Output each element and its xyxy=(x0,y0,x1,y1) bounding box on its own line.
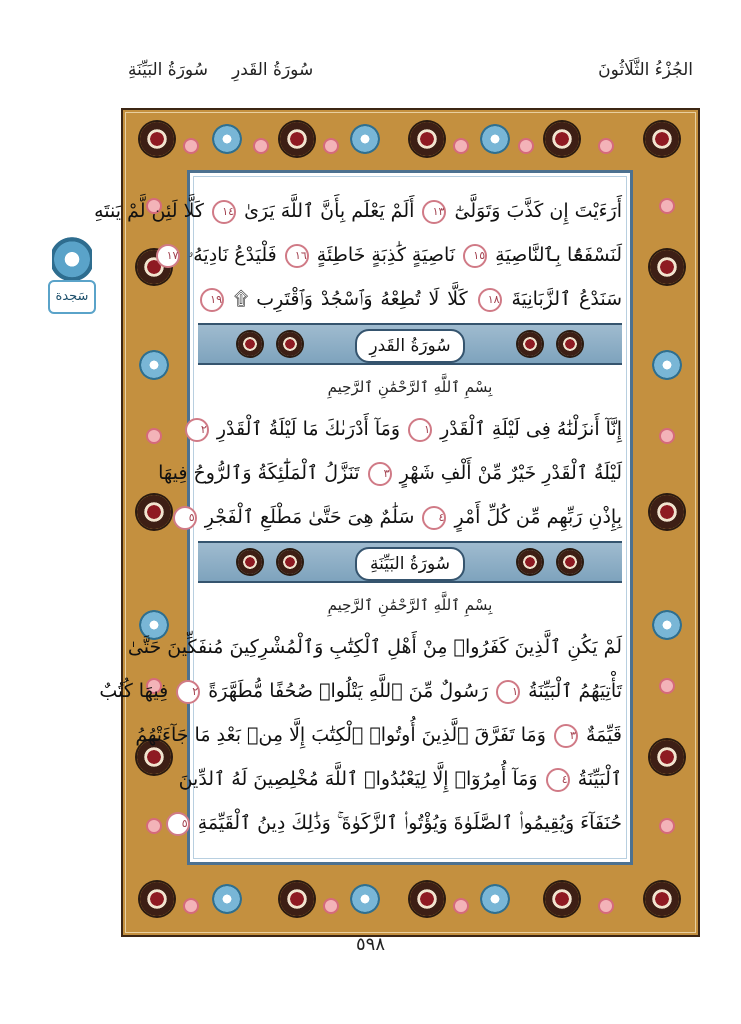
banner-rosette-icon xyxy=(278,550,302,574)
banner-rosette-icon xyxy=(238,332,262,356)
ayah-marker: ١٤ xyxy=(212,200,236,224)
blossom-icon xyxy=(455,140,467,152)
border-medallion-icon xyxy=(652,350,682,380)
verse-line: لَنَسْفَعًۢا بِٱلنَّاصِيَةِ ١٥ نَاصِيَةٍ كَٰذِبَةٍ خَاطِئَةٍ ١٦ فَلْيَدْعُ نَادِيَهُۥ ١٧ xyxy=(198,238,622,274)
border-rosette-icon xyxy=(650,740,684,774)
border-medallion-icon xyxy=(212,884,242,914)
verse-line: بِإِذْنِ رَبِّهِم مِّن كُلِّ أَمْرٍ ٤ سَلَٰمٌ هِىَ حَتَّىٰ مَطْلَعِ ٱلْفَجْرِ ٥ xyxy=(198,500,622,536)
ayah-marker: ٥ xyxy=(173,506,197,530)
blossom-icon xyxy=(661,430,673,442)
border-rosette-icon xyxy=(645,882,679,916)
border-medallion-icon xyxy=(480,884,510,914)
border-medallion-icon xyxy=(350,884,380,914)
verse-line: لَيْلَةُ ٱلْقَدْرِ خَيْرٌ مِّنْ أَلْفِ شَهْرٍ ٣ تَنَزَّلُ ٱلْمَلَٰٓئِكَةُ وَٱلرُّوحُ فِيهَا xyxy=(158,462,622,484)
border-rosette-icon xyxy=(280,882,314,916)
ayah-marker: ١٦ xyxy=(285,244,309,268)
border-rosette-icon xyxy=(410,122,444,156)
border-rosette-icon xyxy=(650,495,684,529)
ayah-marker: ١٥ xyxy=(463,244,487,268)
surah-header-qadr: سُورَةُ القَدرِ xyxy=(232,60,314,80)
ayah-marker: ١ xyxy=(496,680,520,704)
blossom-icon xyxy=(455,900,467,912)
verse-line: لَمْ يَكُنِ ٱلَّذِينَ كَفَرُوا۟ مِنْ أَهْلِ ٱلْكِتَٰبِ وَٱلْمُشْرِكِينَ مُنفَكِّينَ حَتَّىٰ xyxy=(127,636,622,658)
ayah-marker: ٤ xyxy=(546,768,570,792)
border-rosette-icon xyxy=(545,122,579,156)
juz-header: الجُزْءُ الثَّلَاثُونَ xyxy=(598,60,693,80)
basmala: بِسْمِ ٱللَّهِ ٱلرَّحْمَٰنِ ٱلرَّحِيمِ xyxy=(327,596,493,614)
ayah-marker: ٣ xyxy=(368,462,392,486)
blossom-icon xyxy=(661,820,673,832)
border-rosette-icon xyxy=(137,495,171,529)
ayah-marker: ٤ xyxy=(422,506,446,530)
banner-rosette-icon xyxy=(518,332,542,356)
border-medallion-icon xyxy=(139,350,169,380)
ayah-marker: ١٨ xyxy=(478,288,502,312)
border-rosette-icon xyxy=(280,122,314,156)
ayah-marker: ٢ xyxy=(176,680,200,704)
blossom-icon xyxy=(520,140,532,152)
verse-line: قَيِّمَةٌ ٣ وَمَا تَفَرَّقَ ٱلَّذِينَ أُوتُوا۟ ٱلْكِتَٰبَ إِلَّا مِنۢ بَعْدِ مَا جَآءَتْهُمُ xyxy=(135,724,622,746)
blossom-icon xyxy=(148,820,160,832)
basmala: بِسْمِ ٱللَّهِ ٱلرَّحْمَٰنِ ٱلرَّحِيمِ xyxy=(327,378,493,396)
banner-rosette-icon xyxy=(238,550,262,574)
blossom-icon xyxy=(325,900,337,912)
surah-header-bayyinah: سُورَةُ البَيِّنَةِ xyxy=(128,60,208,80)
blossom-icon xyxy=(255,140,267,152)
blossom-icon xyxy=(600,140,612,152)
border-medallion-icon xyxy=(350,124,380,154)
banner-rosette-icon xyxy=(518,550,542,574)
border-medallion-icon xyxy=(480,124,510,154)
surah-title-qadr: سُورَةُ القَدرِ xyxy=(355,329,465,363)
border-rosette-icon xyxy=(650,250,684,284)
border-rosette-icon xyxy=(140,122,174,156)
blossom-icon xyxy=(600,900,612,912)
border-rosette-icon xyxy=(140,882,174,916)
verse-line: ٱلْبَيِّنَةُ ٤ وَمَآ أُمِرُوٓا۟ إِلَّا لِيَعْبُدُوا۟ ٱللَّهَ مُخْلِصِينَ لَهُ ٱلدِّينَ xyxy=(178,768,622,790)
blossom-icon xyxy=(661,680,673,692)
banner-rosette-icon xyxy=(278,332,302,356)
border-rosette-icon xyxy=(645,122,679,156)
verse-line: أَرَءَيْتَ إِن كَذَّبَ وَتَوَلَّىٰٓ ١٣ أَلَمْ يَعْلَم بِأَنَّ ٱللَّهَ يَرَىٰ ١٤ كَلَّا لَئِن لَّمْ يَنتَهِ xyxy=(94,200,622,222)
banner-rosette-icon xyxy=(558,550,582,574)
ayah-marker: ٢ xyxy=(185,418,209,442)
sajda-ornament-icon xyxy=(52,234,92,280)
blossom-icon xyxy=(185,900,197,912)
verse-line: حُنَفَآءَ وَيُقِيمُوا۟ ٱلصَّلَوٰةَ وَيُؤْتُوا۟ ٱلزَّكَوٰةَ ۚ وَذَٰلِكَ دِينُ ٱلْقَيِّمَةِ ٥ xyxy=(198,806,622,842)
verse-line: سَنَدْعُ ٱلزَّبَانِيَةَ ١٨ كَلَّا لَا تُطِعْهُ وَٱسْجُدْ وَٱقْتَرِب ۩ ١٩ xyxy=(198,282,622,318)
surah-banner-bayyinah xyxy=(198,541,622,583)
ayah-marker: ١٣ xyxy=(422,200,446,224)
sajda-marker xyxy=(48,234,96,322)
verse-line: إِنَّآ أَنزَلْنَٰهُ فِى لَيْلَةِ ٱلْقَدْرِ ١ وَمَآ أَدْرَىٰكَ مَا لَيْلَةُ ٱلْقَدْرِ ٢ xyxy=(198,412,622,448)
surah-banner-qadr xyxy=(198,323,622,365)
border-rosette-icon xyxy=(410,882,444,916)
page-number: ٥٩٨ xyxy=(355,934,385,955)
surah-title-bayyinah: سُورَةُ البَيِّنَةِ xyxy=(355,547,465,581)
ayah-marker: ٥ xyxy=(166,812,190,836)
sajda-label: سَجدة xyxy=(48,280,96,314)
border-medallion-icon xyxy=(212,124,242,154)
blossom-icon xyxy=(148,430,160,442)
blossom-icon xyxy=(325,140,337,152)
ayah-marker: ١٩ xyxy=(200,288,224,312)
verse-line: تَأْتِيَهُمُ ٱلْبَيِّنَةُ ١ رَسُولٌ مِّنَ ٱللَّهِ يَتْلُوا۟ صُحُفًا مُّطَهَّرَةً ٢ فِيهَا كُتُبٌ xyxy=(99,680,622,702)
ayah-marker: ١ xyxy=(408,418,432,442)
ayah-marker: ٣ xyxy=(554,724,578,748)
blossom-icon xyxy=(185,140,197,152)
border-medallion-icon xyxy=(652,610,682,640)
blossom-icon xyxy=(661,200,673,212)
banner-rosette-icon xyxy=(558,332,582,356)
ayah-marker: ١٧ xyxy=(156,244,180,268)
border-rosette-icon xyxy=(545,882,579,916)
